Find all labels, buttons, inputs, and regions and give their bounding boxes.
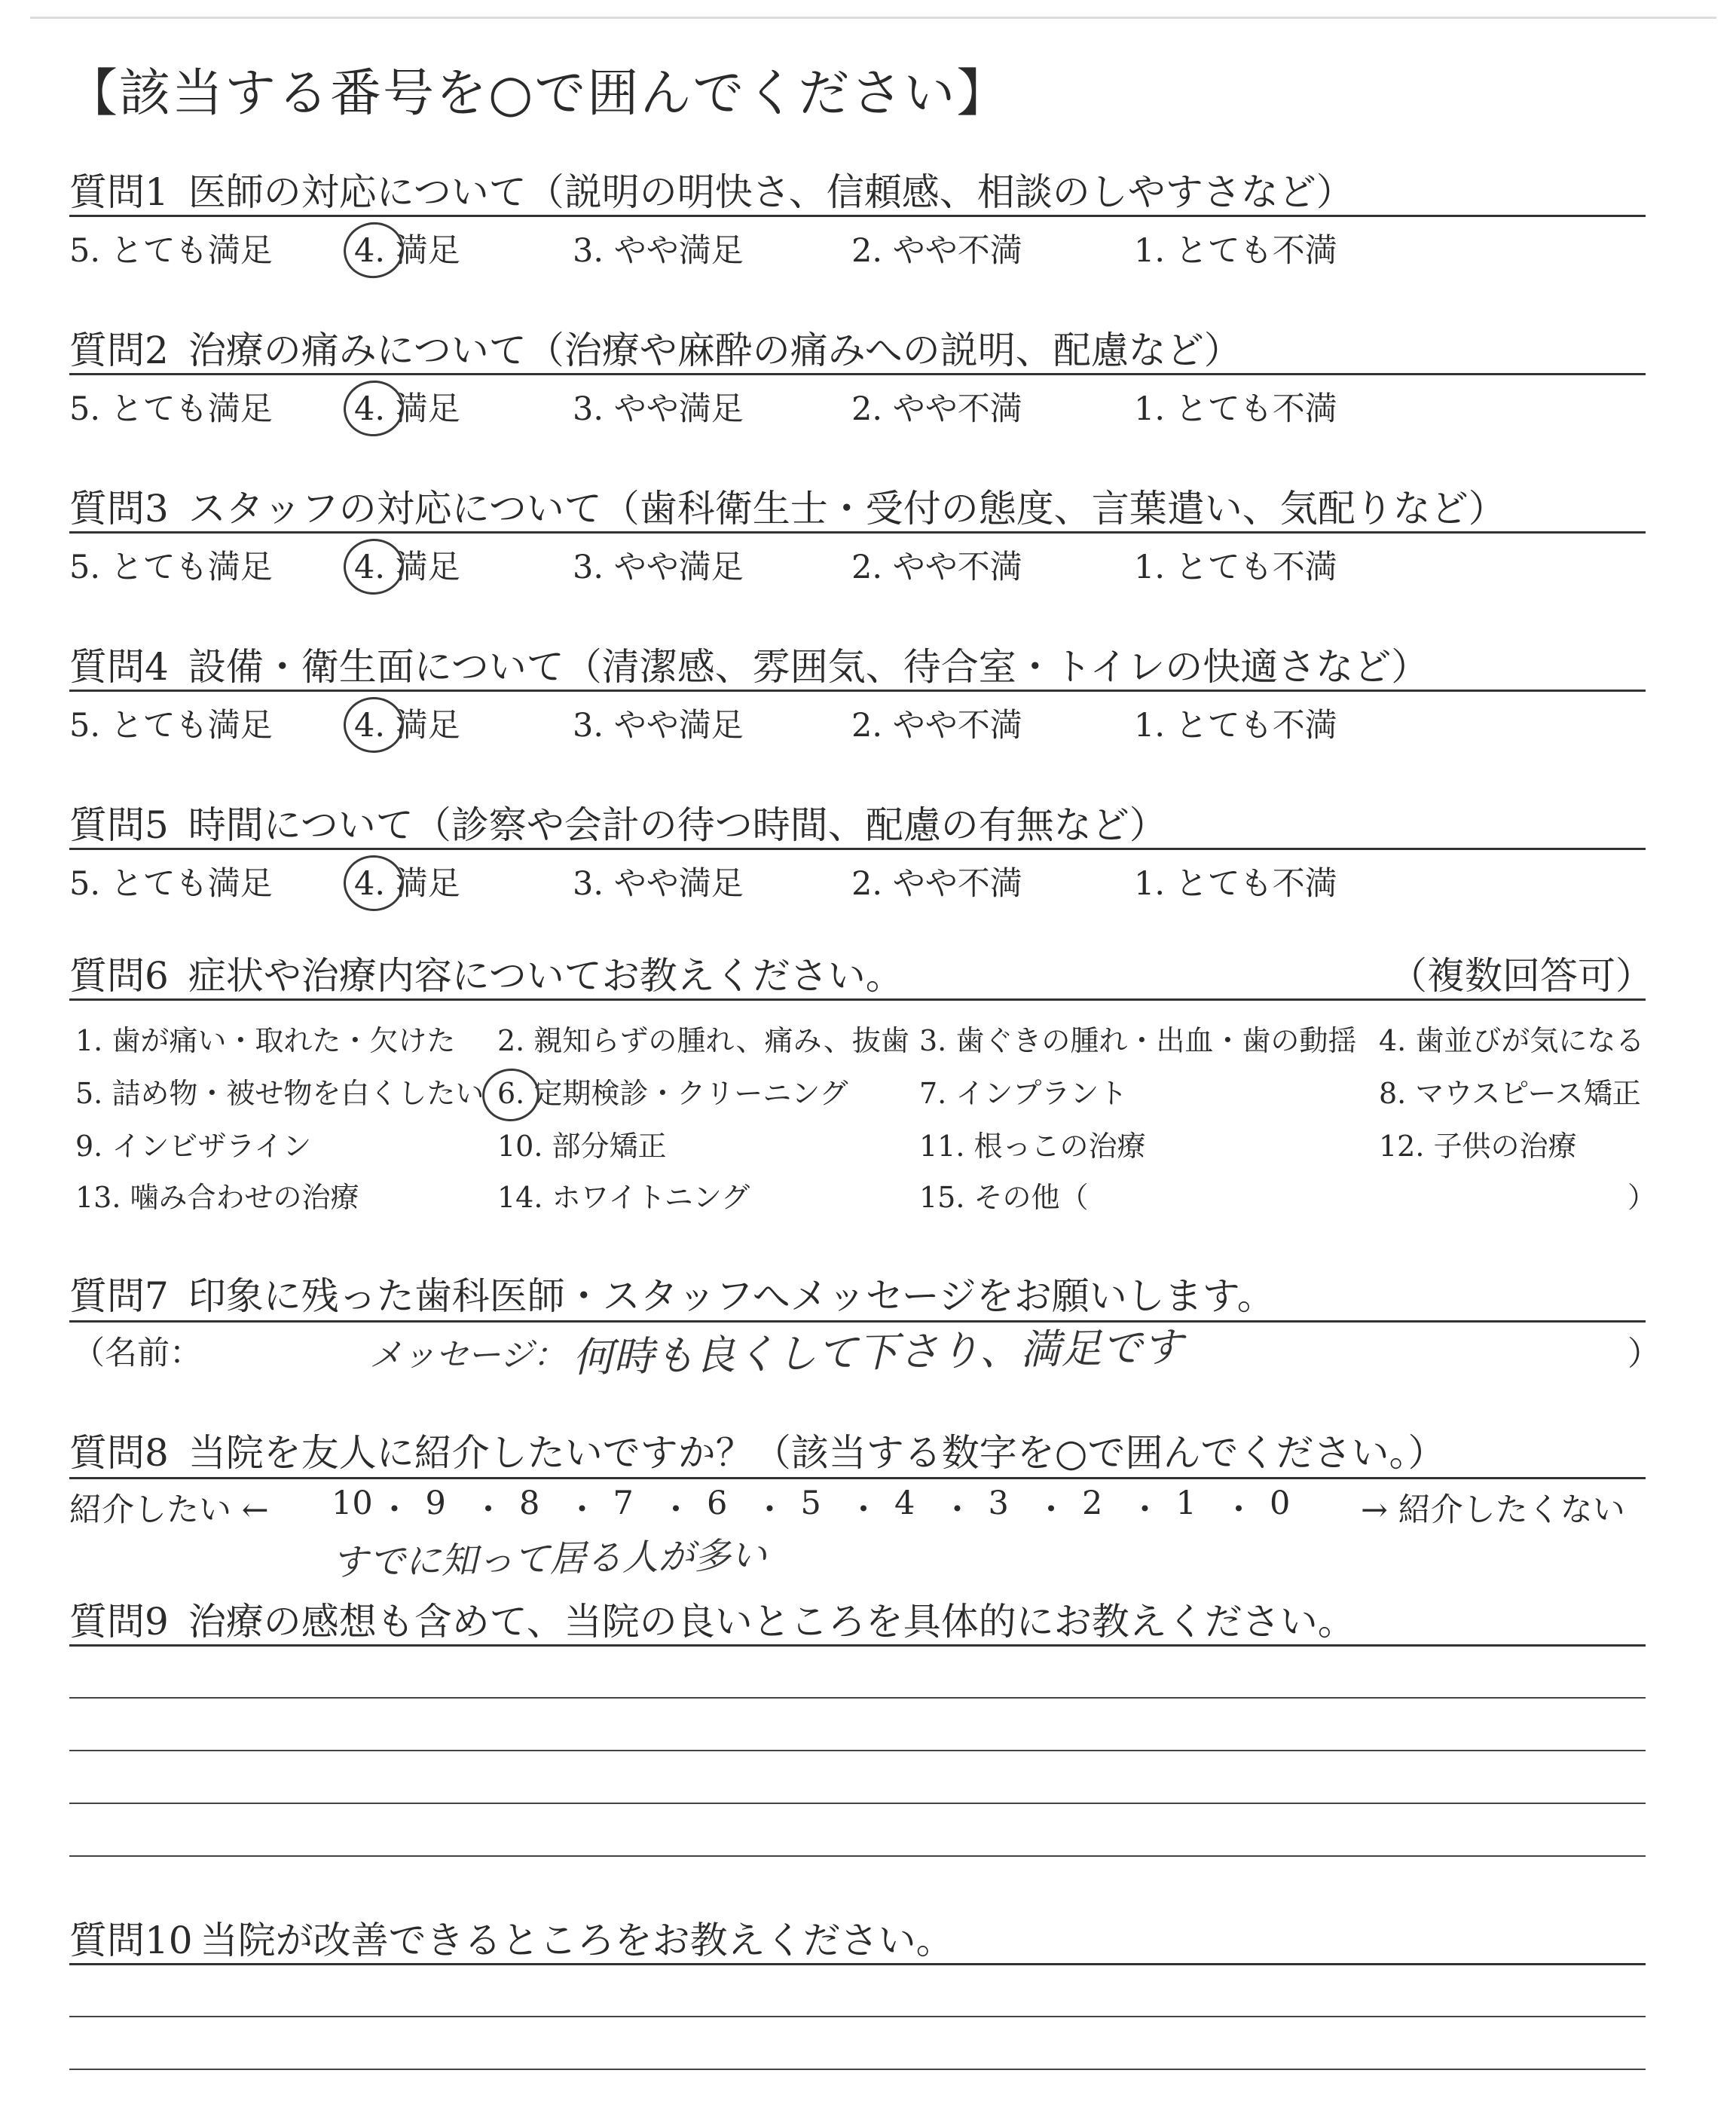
choice-option[interactable]: 2. やや不満 <box>851 390 1022 428</box>
scale-value[interactable]: 6 <box>707 1485 728 1522</box>
answer-line <box>69 2016 1646 2017</box>
underline <box>69 373 1646 375</box>
question-number: 質問2 <box>69 329 169 372</box>
symptom-option[interactable]: 13. 噛み合わせの治療 <box>75 1181 359 1214</box>
question-title <box>69 320 1242 375</box>
recommend-left-label: 紹介したい ← <box>69 1491 269 1529</box>
choice-option[interactable]: 1. とても不満 <box>1134 232 1337 270</box>
symptom-option[interactable]: 3. 歯ぐきの腫れ・出血・歯の動揺 <box>919 1024 1357 1057</box>
underline <box>69 848 1646 850</box>
symptom-option[interactable]: 11. 根っこの治療 <box>919 1130 1146 1163</box>
choice-option[interactable]: 2. やや不満 <box>851 549 1022 586</box>
symptom-option[interactable]: 15. その他（ <box>919 1181 1089 1214</box>
scale-separator: ・ <box>566 1491 598 1529</box>
name-label: （名前： <box>72 1335 202 1372</box>
question-text: スタッフの対応について（歯科衛生士・受付の態度、言葉遣い、気配りなど） <box>188 487 1506 531</box>
question-text: 治療の痛みについて（治療や麻酔の痛みへの説明、配慮など） <box>188 329 1242 372</box>
scale-separator: ・ <box>659 1491 692 1529</box>
choice-option[interactable]: 5. とても満足 <box>69 390 273 428</box>
choice-option[interactable]: 2. やや不満 <box>851 707 1022 745</box>
choice-option[interactable]: 5. とても満足 <box>69 549 273 586</box>
symptom-option[interactable]: 2. 親知らずの腫れ、痛み、抜歯 <box>497 1024 909 1057</box>
top-border <box>30 17 1716 19</box>
question-title <box>69 162 1354 216</box>
symptom-option[interactable]: 7. インプラント <box>919 1077 1128 1110</box>
answer-line <box>69 1803 1646 1804</box>
underline <box>69 1477 1646 1479</box>
symptom-option[interactable]: 1. 歯が痛い・取れた・欠けた <box>75 1024 456 1057</box>
symptom-option[interactable]: 14. ホワイトニング <box>497 1181 750 1214</box>
question-number: 質問1 <box>69 170 169 214</box>
symptom-option[interactable]: 4. 歯並びが気になる <box>1379 1024 1645 1057</box>
choice-option[interactable]: 1. とても不満 <box>1134 390 1337 428</box>
choice-option[interactable]: 4. 満足 <box>354 707 460 745</box>
scale-value[interactable]: 3 <box>988 1485 1009 1522</box>
question-number: 質問8 <box>69 1431 169 1475</box>
choice-option[interactable]: 4. 満足 <box>354 232 460 270</box>
choice-option[interactable]: 5. とても満足 <box>69 232 273 270</box>
question-number: 質問5 <box>69 803 169 847</box>
scale-separator: ・ <box>753 1491 786 1529</box>
scale-separator: ・ <box>472 1491 505 1529</box>
question-text: 治療の感想も含めて、当院の良いところを具体的にお教えください。 <box>188 1600 1355 1644</box>
scale-value[interactable]: 1 <box>1175 1485 1197 1522</box>
question-number: 質問10 <box>69 1919 193 1962</box>
question-text: 当院を友人に紹介したいですか？（該当する数字を○で囲んでください。） <box>188 1431 1446 1475</box>
scale-value[interactable]: 9 <box>425 1485 446 1522</box>
choice-option[interactable]: 2. やや不満 <box>851 865 1022 903</box>
choice-option[interactable]: 4. 満足 <box>354 549 460 586</box>
question-6-title <box>69 946 903 1000</box>
answer-line <box>69 1750 1646 1751</box>
choice-option[interactable]: 5. とても満足 <box>69 865 273 903</box>
scale-value[interactable]: 8 <box>519 1485 540 1522</box>
scale-separator: ・ <box>1035 1491 1068 1529</box>
underline <box>69 690 1646 692</box>
scale-separator: ・ <box>941 1491 973 1529</box>
question-number: 質問6 <box>69 954 169 998</box>
question-10-title <box>69 1910 954 1965</box>
answer-line <box>69 1855 1646 1857</box>
choice-option[interactable]: 3. やや満足 <box>573 865 744 903</box>
message-label: メッセージ： <box>369 1336 567 1375</box>
scale-separator: ・ <box>378 1491 411 1529</box>
choice-option[interactable]: 1. とても不満 <box>1134 549 1337 586</box>
question-text: 設備・衛生面について（清潔感、雰囲気、待合室・トイレの快適さなど） <box>188 645 1429 689</box>
scale-value[interactable]: 7 <box>613 1485 634 1522</box>
choice-option[interactable]: 3. やや満足 <box>573 390 744 428</box>
underline <box>69 1963 1646 1965</box>
choice-option[interactable]: 2. やや不満 <box>851 232 1022 270</box>
symptom-option[interactable]: 9. インビザライン <box>75 1130 312 1163</box>
page-title: 【該当する番号を○で囲んでください】 <box>66 64 1010 124</box>
question-title <box>69 637 1429 691</box>
handwritten-message: 何時も良くして下さり、満足です <box>572 1323 1184 1382</box>
question-8-title <box>69 1423 1445 1477</box>
answer-line <box>69 1697 1646 1699</box>
underline <box>69 215 1646 217</box>
symptom-option[interactable]: 8. マウスピース矯正 <box>1379 1077 1641 1110</box>
choice-option[interactable]: 1. とても不満 <box>1134 707 1337 745</box>
scale-value[interactable]: 5 <box>800 1485 821 1522</box>
choice-option[interactable]: 3. やや満足 <box>573 549 744 586</box>
handwritten-note: すでに知って居る人が多い <box>331 1534 767 1585</box>
underline <box>69 531 1646 534</box>
symptom-option[interactable]: 10. 部分矯正 <box>497 1130 667 1163</box>
recommend-right-label: → 紹介したくない <box>1361 1491 1625 1529</box>
scale-separator: ・ <box>1129 1491 1161 1529</box>
close-paren: ） <box>1628 1335 1661 1373</box>
choice-option[interactable]: 1. とても不満 <box>1134 865 1337 903</box>
question-title <box>69 479 1506 533</box>
question-9-title <box>69 1592 1355 1646</box>
question-number: 質問3 <box>69 487 169 531</box>
scale-value[interactable]: 0 <box>1270 1485 1291 1522</box>
choice-option[interactable]: 4. 満足 <box>354 865 460 903</box>
symptom-option[interactable]: 6. 定期検診・クリーニング <box>497 1077 848 1110</box>
choice-option[interactable]: 3. やや満足 <box>573 232 744 270</box>
question-text: 症状や治療内容についてお教えください。 <box>188 954 903 998</box>
question-text: 時間について（診察や会計の待つ時間、配慮の有無など） <box>188 803 1167 847</box>
multiple-answer-note: （複数回答可） <box>1389 954 1653 998</box>
other-close-paren: ） <box>1628 1181 1657 1214</box>
choice-option[interactable]: 4. 満足 <box>354 390 460 428</box>
question-number: 質問4 <box>69 645 169 689</box>
choice-option[interactable]: 5. とても満足 <box>69 707 273 745</box>
question-title <box>69 795 1167 849</box>
question-number: 質問7 <box>69 1274 169 1318</box>
scale-value[interactable]: 2 <box>1082 1485 1103 1522</box>
symptom-option[interactable]: 12. 子供の治療 <box>1379 1130 1577 1163</box>
choice-option[interactable]: 3. やや満足 <box>573 707 744 745</box>
answer-line <box>69 2069 1646 2070</box>
scale-separator: ・ <box>1222 1491 1255 1529</box>
underline <box>69 1644 1646 1647</box>
question-number: 質問9 <box>69 1600 169 1644</box>
question-7-title <box>69 1266 1275 1320</box>
scale-separator: ・ <box>847 1491 880 1529</box>
question-text: 医師の対応について（説明の明快さ、信頼感、相談のしやすさなど） <box>188 170 1354 214</box>
symptom-option[interactable]: 5. 詰め物・被せ物を白くしたい <box>75 1077 484 1110</box>
question-text: 印象に残った歯科医師・スタッフへメッセージをお願いします。 <box>188 1274 1275 1318</box>
underline <box>69 998 1646 1001</box>
question-text: 当院が改善できるところをお教えください。 <box>200 1919 954 1962</box>
scale-value[interactable]: 4 <box>894 1485 915 1522</box>
scale-value[interactable]: 10 <box>332 1485 373 1522</box>
